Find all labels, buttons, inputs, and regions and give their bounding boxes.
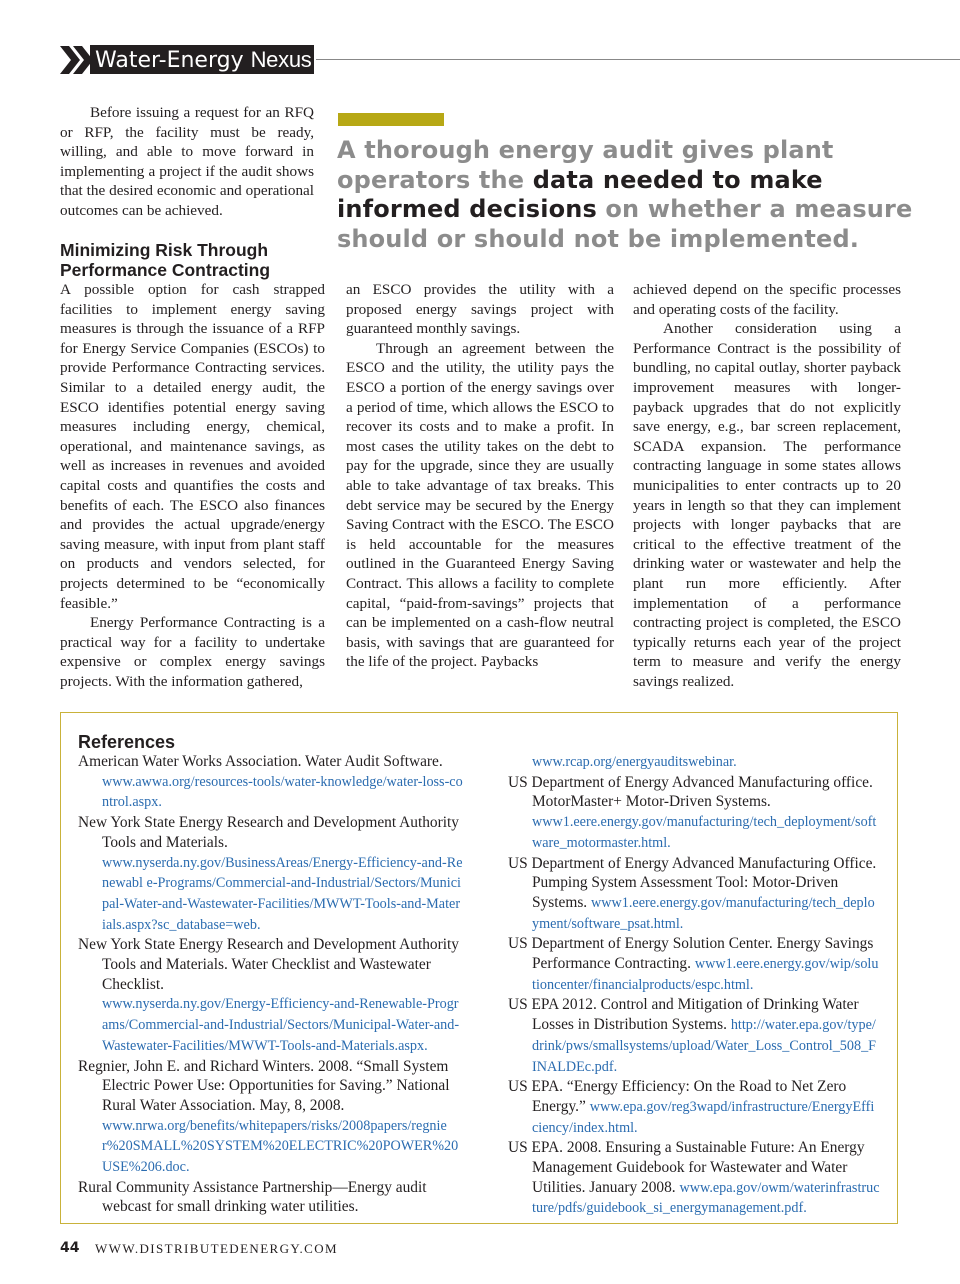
reference-link-end: . (256, 916, 261, 933)
reference-item (508, 773, 880, 854)
reference-item (78, 752, 463, 813)
section-heading-line2: Performance Contracting (60, 260, 271, 280)
reference-link-end: . (424, 1037, 428, 1054)
pullquote-emphasis: data needed to make informed decisions (337, 165, 823, 223)
column-1 (60, 280, 325, 691)
reference-text: New York State Energy Research and Development Authority Tools and Materials. (78, 814, 459, 851)
reference-link-end: . (634, 1119, 638, 1136)
section-heading (60, 240, 320, 280)
reference-text: Regnier, John E. and Richard Winters. 2008. “Small System Electric Power Use: Opportunities for Saving.” National Rural Water Association. May, 8, 2008. (78, 1057, 450, 1114)
col2-paragraph-2: Through an agreement between the ESCO and the utility, the utility pays the ESCO a portion of the energy savings over a period of time, which allows the ESCO to recover its costs and to make a profit. In most cases the utility takes on the debt to pay for the upgrade, since they are usually able to take advantage of tax breaks. This debt service may be secured by the Energy Saving Contract with the ESCO. The ESCO is held accountable for the measures outlined in the Guaranteed Energy Saving Contract. This allows a facility to complete capital, “paid-from-savings” projects that can be implemented on a cash-flow neutral basis, with savings that are guaranteed for the life of the project. Paybacks (346, 339, 614, 671)
col3-paragraph-1: achieved depend on the specific processes and operating costs of the facility. (633, 281, 901, 318)
reference-link-end: . (733, 754, 737, 770)
col3-paragraph-2: Another consideration using a Performance Contract is the possibility of bundling, no capital outlay, shorter payback improvement measures with longer-payback upgrades that do not explicitly save energy, e.g., bar screen replacement, SCADA expansion. The performance contracting language in some states allows municipalities to enter contracts up to 20 years in length so that they can implement projects with longer paybacks that are critical to the effective treatment of the drinking water or wastewater and help the plant run more efficiently. After implementation of a performance contracting project is completed, the ESCO typically returns each year of the project term to measure and verify the energy savings realized. (633, 320, 901, 690)
section-label-main: Water-Energy (95, 48, 244, 73)
references-right (508, 752, 880, 1219)
reference-item (78, 813, 463, 935)
reference-item (508, 934, 880, 995)
reference-link[interactable]: www.nrwa.org/benefits/whitepapers/risks/2008papers/regnier%20SMALL%20SYSTEM%20ELECTRIC%20POWER%20USE%206.doc (102, 1117, 459, 1176)
reference-link[interactable]: www1.eere.energy.gov/manufacturing/tech_deployment/software_psat.html (532, 894, 875, 932)
reference-text: US Department of Energy Solution Center. Energy Savings Performance Contracting. (508, 935, 874, 973)
reference-link-end: . (667, 834, 671, 851)
pullquote-part3: on whether a measure should or should not be implemented. (337, 195, 913, 253)
references-left (78, 752, 463, 1217)
reference-item (508, 1077, 880, 1138)
column-2 (346, 280, 614, 672)
col2-paragraph-1: an ESCO provides the utility with a proposed energy savings project with guaranteed monthly savings. (346, 281, 614, 338)
reference-text: American Water Works Association. Water Audit Software. (78, 753, 443, 770)
pullquote-part1: A thorough energy audit gives plant operators the (337, 136, 834, 194)
reference-link-end: . (749, 976, 754, 993)
reference-link[interactable]: http://water.epa.gov/type/drink/pws/smallsystems/upload/Water_Loss_Control_508_FINALDEc.pdf (532, 1017, 877, 1075)
reference-link[interactable]: www.epa.gov/owm/waterinfrastructure/pdfs/guidebook_si_energymanagement.pdf (532, 1179, 880, 1217)
reference-text: Rural Community Assistance Partnership—Energy audit webcast for small drinking water utilities. (78, 1178, 427, 1216)
reference-link[interactable]: www.nyserda.ny.gov/BusinessAreas/Energy-Efficiency-and-Renewabl e-Programs/Commercial-and-Industrial/Sectors/Municipal-Water-and-Wastewater-Facilities/MWWT-Tools-and-Materials.aspx?sc_database=web (102, 854, 463, 933)
website-url[interactable]: WWW.DISTRIBUTEDENERGY.COM (95, 1241, 338, 1256)
reference-item (508, 854, 880, 935)
reference-link[interactable]: www.awwa.org/resources-tools/water-knowledge/water-loss-control.aspx (102, 773, 463, 811)
intro-paragraph: Before issuing a request for an RFQ or RFP, the facility must be ready, willing, and able to move forward in implementing a project if the audit shows that the desired economic and operational outcomes can be achieved. (60, 104, 314, 219)
reference-link[interactable]: www.epa.gov/reg3wapd/infrastructure/EnergyEfficiency/index.html (532, 1098, 875, 1136)
reference-continuation (508, 752, 880, 773)
pullquote-accent-bar (338, 113, 444, 126)
section-label (90, 45, 314, 74)
col1-paragraph-2: Energy Performance Contracting is a practical way for a facility to undertake expensive or complex energy savings projects. With the information gathered, (60, 614, 325, 690)
pullquote (337, 136, 937, 254)
reference-link-end: . (613, 1058, 618, 1075)
reference-link[interactable]: www1.eere.energy.gov/manufacturing/tech_deployment/software_motormaster.html (532, 814, 877, 851)
reference-text: US Department of Energy Advanced Manufacturing office. MotorMaster+ Motor-Driven Systems. (508, 773, 873, 811)
section-heading-line1: Minimizing Risk Through (60, 240, 269, 260)
reference-text: US EPA. 2008. Ensuring a Sustainable Future: An Energy Management Guidebook for Wastewater and Water Utilities. January 2008. (508, 1139, 865, 1196)
reference-link-end: . (185, 1159, 190, 1176)
reference-text: New York State Energy Research and Development Authority Tools and Materials. Water Checklist and Wastewater Checklist. (78, 936, 459, 993)
intro-text (60, 103, 314, 221)
col1-paragraph-1: A possible option for cash strapped facilities to implement energy saving measures is through the issuance of a RFP for Energy Service Companies (ESCOs) to provide Performance Contracting services. Similar to a detailed energy audit, the ESCO identifies potential energy saving measures including energy, chemical, operational, and maintenance savings, as well as increases in revenues and avoided capital costs and quantifies the costs and benefits of each. The ESCO also finances and provides the actual upgrade/energy saving measure, with input from plant staff on products and vendors selected, for projects determined to be “economically feasible.” (60, 281, 325, 612)
reference-link[interactable]: www1.eere.energy.gov/wip/solutioncenter/financialproducts/espc.html (532, 956, 879, 993)
page-number: 44 (60, 1240, 80, 1256)
reference-item (78, 1057, 463, 1178)
reference-link-end: . (803, 1200, 807, 1217)
reference-item (508, 1138, 880, 1219)
references-title: References (78, 732, 176, 752)
header-rule (316, 59, 960, 60)
reference-text: US EPA. “Energy Efficiency: On the Road to Net Zero Energy.” (508, 1078, 847, 1115)
reference-text: US EPA 2012. Control and Mitigation of Drinking Water Losses in Distribution Systems. (508, 996, 859, 1034)
reference-link[interactable]: www.nyserda.ny.gov/Energy-Efficiency-and-Renewable-Programs/Commercial-and-Industrial/Sectors/Municipal-Water-and-Wastewater-Facilities/MWWT-Tools-and-Materials.aspx (102, 996, 460, 1054)
reference-text: US Department of Energy Advanced Manufacturing Office. Pumping System Assessment Tool: Motor-Driven Systems. (508, 854, 877, 911)
chevron-right-icon (60, 44, 94, 76)
reference-link[interactable]: www.rcap.org/energyauditswebinar (532, 754, 734, 770)
reference-link-end: . (158, 794, 162, 811)
column-3 (633, 280, 901, 691)
reference-item (508, 995, 880, 1077)
section-label-sub: Nexus (250, 47, 312, 72)
reference-item (78, 935, 463, 1056)
reference-item (78, 1178, 463, 1217)
reference-link-end: . (679, 915, 684, 932)
